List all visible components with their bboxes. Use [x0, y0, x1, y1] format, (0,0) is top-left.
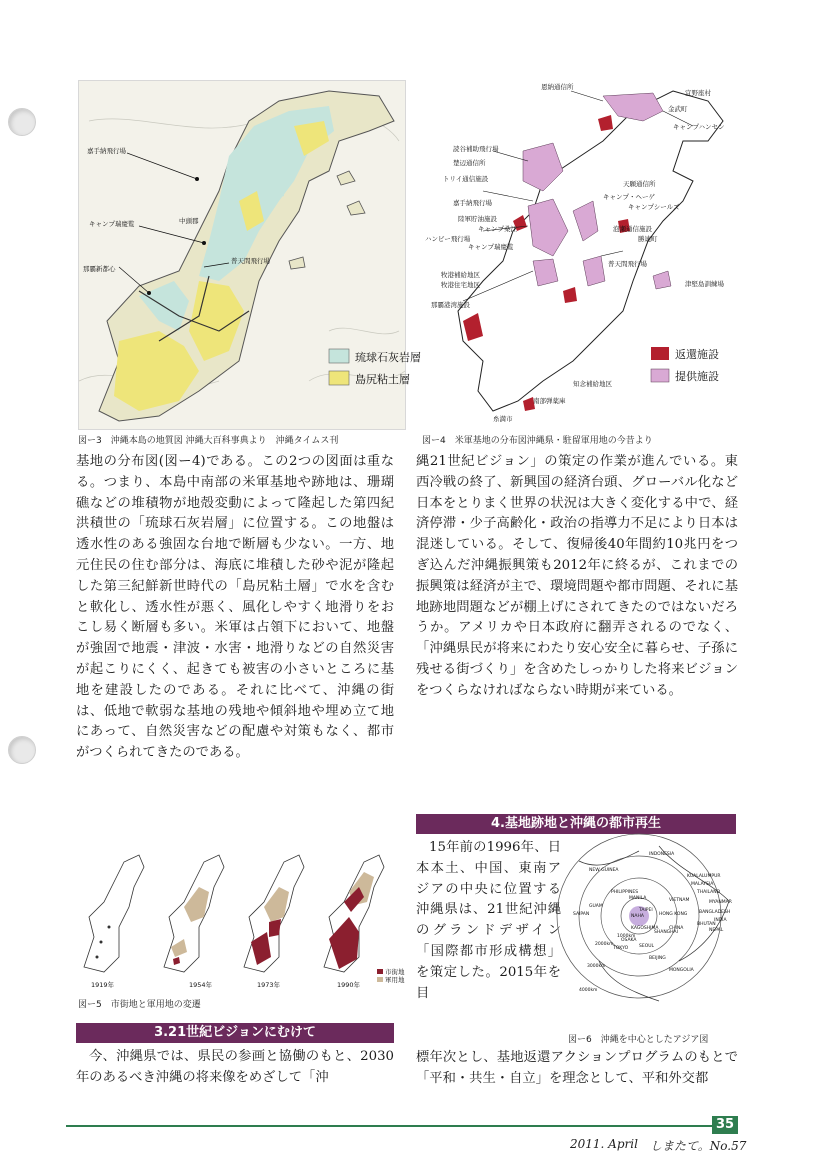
fig6-place-tokyo: TOKYO [613, 946, 629, 951]
fig6-ring-label-3000: 3000km [587, 964, 606, 969]
section-3-paragraph: 今、沖縄県では、県民の参画と協働のもと、2030年のあるべき沖縄の将来像をめざして「沖 [76, 1049, 394, 1085]
fig6-place-india: INDIA [714, 918, 727, 923]
figure-4-base-map [422, 80, 746, 430]
fig4-legend-provided-label: 提供施設 [675, 370, 719, 383]
fig4-label-hansen: キャンプハンセン [673, 123, 725, 131]
right-column-text [416, 452, 738, 814]
fig6-place-bangladesh: BANGLADESH [699, 910, 731, 915]
fig6-place-saipan: SAIPAN [573, 912, 590, 917]
fig4-label-tsuken: 津堅島訓練場 [685, 280, 724, 288]
fig6-place-hongkong: HONG KONG [659, 912, 688, 917]
right-paragraph-1: 縄21世紀ビジョン」の策定の作業が進んでいる。東西冷戦の終了、新興国の経済台頭、グローバル化など日本をとりまく世界の状況は大きく変化する中で、経済停滞・少子高齢化・政治の指導力不足により日本は混迷している。そして、復帰後40年間約10兆円をつぎ込んだ沖縄振興策も2012年に終るが、これまでの振興策は経済が主で、環境問題や都市問題、それに基地跡地問題などが棚上げにされてきたのではないだろうか。アメリカや日本政府に翻弄されるのでなく、「沖縄県民が将来にわたり安心安全に暮らせ、子孫に残せる街づくり」を含めたしっかりした将来ビジョンをつくらなければならない時期が来ている。 [416, 454, 738, 698]
section-4-full-text [416, 1048, 738, 1092]
fig6-place-osaka: OSAKA [621, 938, 637, 943]
fig4-label-makiminato-supply: 牧港補給地区 [441, 271, 480, 279]
fig5-map-1973 [244, 855, 304, 972]
left-paragraph-1: 基地の分布図(図ー4)である。この2つの図面は重なる。つまり、本島中南部の米軍基地や跡地は、珊瑚礁などの堆積物が地殻変動によって隆起した第四紀洪積世の「琉球石灰岩層」に位置する。この地盤は透水性のある強固な台地で断層も少ない。一方、地元住民の住む部分は、海底に堆積した砂や泥が隆起した第三紀鮮新世時代の「島尻粘土層」で水を含むと軟化し、透水性が悪く、風化しやすく地滑りをおこし易く断層も多い。米軍は占領下において、地盤が強固で地震・津波・水害・地滑りなどの自然災害が起こりにくく、起きても被害の小さいところに基地を建設したのである。それに比べて、沖縄の街は、低地で軟弱な基地の残地や傾斜地や埋め立て地にあって、自然災害などの配慮や対策もなく、都市がつくられてきたのである。 [76, 454, 394, 761]
figure-3-geology-map [78, 80, 421, 430]
fig6-place-china: CHINA [669, 926, 684, 931]
fig6-place-kualalumpur: KUALALUMPUR [687, 874, 721, 879]
section-4-paragraph-start: 15年前の1996年、日本本土、中国、東南アジアの中央に位置する沖縄県は、21世紀沖縄のグランドデザイン「国際都市形成構想」を策定した。2015年を目 [416, 840, 561, 1001]
fig4-label-tengan: 天願通信所 [623, 180, 656, 188]
figure-4-caption: 図ー4 米軍基地の分布図沖縄県・駐留軍用地の今昔より [422, 436, 653, 446]
fig4-label-chinen: 知念補給地区 [573, 380, 612, 388]
fig4-label-naha-port: 那覇港湾施設 [431, 301, 470, 309]
fig6-place-nepal: NEPAL [709, 928, 724, 933]
fig4-label-torii: トリイ通信施設 [443, 175, 489, 183]
section-3-text [76, 1047, 394, 1091]
fig5-year-1919: 1919年 [91, 981, 115, 989]
fig6-place-manila: MANILA [629, 896, 647, 901]
fig3-legend-clay-swatch [329, 371, 349, 385]
fig6-place-shanghai: SHANGHAI [654, 930, 678, 935]
page-number-badge: 35 [712, 1116, 738, 1134]
fig5-year-1990: 1990年 [337, 981, 361, 989]
fig3-label-naha-shintoshin: 那覇新都心 [83, 265, 116, 273]
fig5-map-1990 [324, 855, 384, 972]
fig6-place-myanmar: MYANMAR [709, 900, 732, 905]
fig3-label-zukeran: キャンプ瑞慶覧 [89, 220, 135, 228]
figure-3-caption: 図ー3 沖縄本島の地質図 沖縄大百科事典より 沖縄タイムス刊 [78, 436, 339, 446]
figure-6-asia-map [568, 840, 740, 1012]
fig3-label-kadena: 嘉手納飛行場 [87, 147, 126, 155]
fig4-label-shields: キャンプシールズ [628, 203, 680, 211]
binder-hole-top [8, 108, 36, 136]
fig4-label-hague: キャンプ・ヘーゲ [603, 193, 655, 201]
footer-rule [66, 1125, 738, 1127]
fig5-legend-military-label: 軍用地 [385, 976, 405, 984]
binder-hole-bottom [8, 736, 36, 764]
fig5-map-1954 [164, 855, 224, 972]
fig4-label-makiminato-housing: 牧港住宅地区 [441, 281, 480, 289]
fig6-place-guam: GUAM [589, 904, 603, 909]
fig6-ring-label-1000: 1000km [617, 934, 636, 939]
fig6-ring-label-2000: 2000km [595, 942, 614, 947]
fig4-label-kadena: 嘉手納飛行場 [453, 199, 492, 207]
footer-issue-date: 2011. April [570, 1137, 638, 1151]
fig4-label-katsuren: 勝連町 [638, 235, 658, 243]
fig4-label-southern-ammo: 南部弾薬庫 [533, 397, 566, 405]
fig5-year-1954: 1954年 [189, 981, 213, 989]
fig4-label-yomitan: 読谷補助飛行場 [453, 145, 499, 153]
fig6-place-mongolia: MONGOLIA [669, 968, 694, 973]
fig4-label-hamby: ハンビー飛行場 [425, 235, 471, 243]
fig5-legend-military-swatch [377, 977, 383, 982]
fig6-place-kagoshima: KAGOSHIMA [631, 926, 659, 931]
fig4-label-onna: 恩納通信所 [541, 83, 574, 91]
fig6-place-bhutan: BHUTAN [697, 922, 716, 927]
figure-6-caption: 図ー6 沖縄を中心としたアジア図 [568, 1035, 709, 1045]
fig5-map-1919 [84, 855, 144, 972]
section-4-paragraph-cont: 標年次とし、基地返還アクションプログラムのもとで「平和・共生・自立」を理念として、平和外交都 [416, 1050, 738, 1086]
left-column-text [76, 452, 394, 834]
fig4-label-itoman: 糸満市 [493, 415, 513, 423]
section-4-narrow-text [416, 838, 561, 1048]
fig4-legend-returned-swatch [651, 347, 669, 360]
fig4-label-awase: 泡瀬通信施設 [613, 225, 652, 233]
fig3-legend-limestone-swatch [329, 349, 349, 363]
fig6-place-beijing: BEIJING [649, 956, 666, 961]
fig6-place-thailand: THAILAND [697, 890, 721, 895]
fig4-label-ginoza: 宜野座村 [685, 89, 711, 97]
fig4-label-kin: 金武町 [668, 105, 688, 113]
section-4-heading: 4.基地跡地と沖縄の都市再生 [416, 814, 736, 834]
fig3-legend-clay-label: 島尻粘土層 [355, 373, 410, 386]
fig3-label-nakagami: 中頭郡 [179, 217, 199, 225]
figure-5-caption: 図ー5 市街地と軍用地の変遷 [78, 1000, 201, 1010]
fig4-label-kuwae: キャンプ桑江 [478, 225, 517, 233]
fig6-place-malaysia: MALAYSIA [691, 882, 714, 887]
fig6-ring-label-4000: 4000km [579, 988, 598, 993]
fig5-year-1973: 1973年 [257, 981, 281, 989]
fig5-legend-urban-label: 市街地 [385, 968, 405, 976]
fig4-legend-returned-label: 返還施設 [675, 348, 719, 361]
figure-5-land-change [78, 846, 406, 992]
fig3-label-futenma: 普天間飛行場 [231, 257, 270, 265]
fig6-place-vietnam: VIETNAM [669, 898, 690, 903]
fig6-place-newguinea: NEW GUINEA [589, 868, 619, 873]
fig6-place-taipei: TAIPEI [639, 908, 653, 913]
fig6-place-indonesia: INDONESIA [649, 852, 675, 857]
fig4-label-sobe: 楚辺通信所 [453, 159, 486, 167]
section-3-heading: 3.21世紀ビジョンにむけて [76, 1023, 394, 1043]
fig3-legend-limestone-label: 琉球石灰岩層 [355, 351, 421, 364]
fig4-label-army-oil: 陸軍貯油施設 [458, 215, 497, 223]
fig4-label-futenma: 普天間飛行場 [608, 260, 647, 268]
fig4-label-zukeran: キャンプ瑞慶覧 [468, 243, 514, 251]
footer-magazine-name: しまたて。No.57 [650, 1139, 747, 1153]
fig5-legend-urban-swatch [377, 969, 383, 974]
fig6-place-naha: NAHA [631, 914, 644, 919]
fig6-place-philippines: PHILIPPINES [611, 890, 639, 895]
fig4-legend-provided-swatch [651, 369, 669, 382]
fig6-place-seoul: SEOUL [639, 944, 655, 949]
